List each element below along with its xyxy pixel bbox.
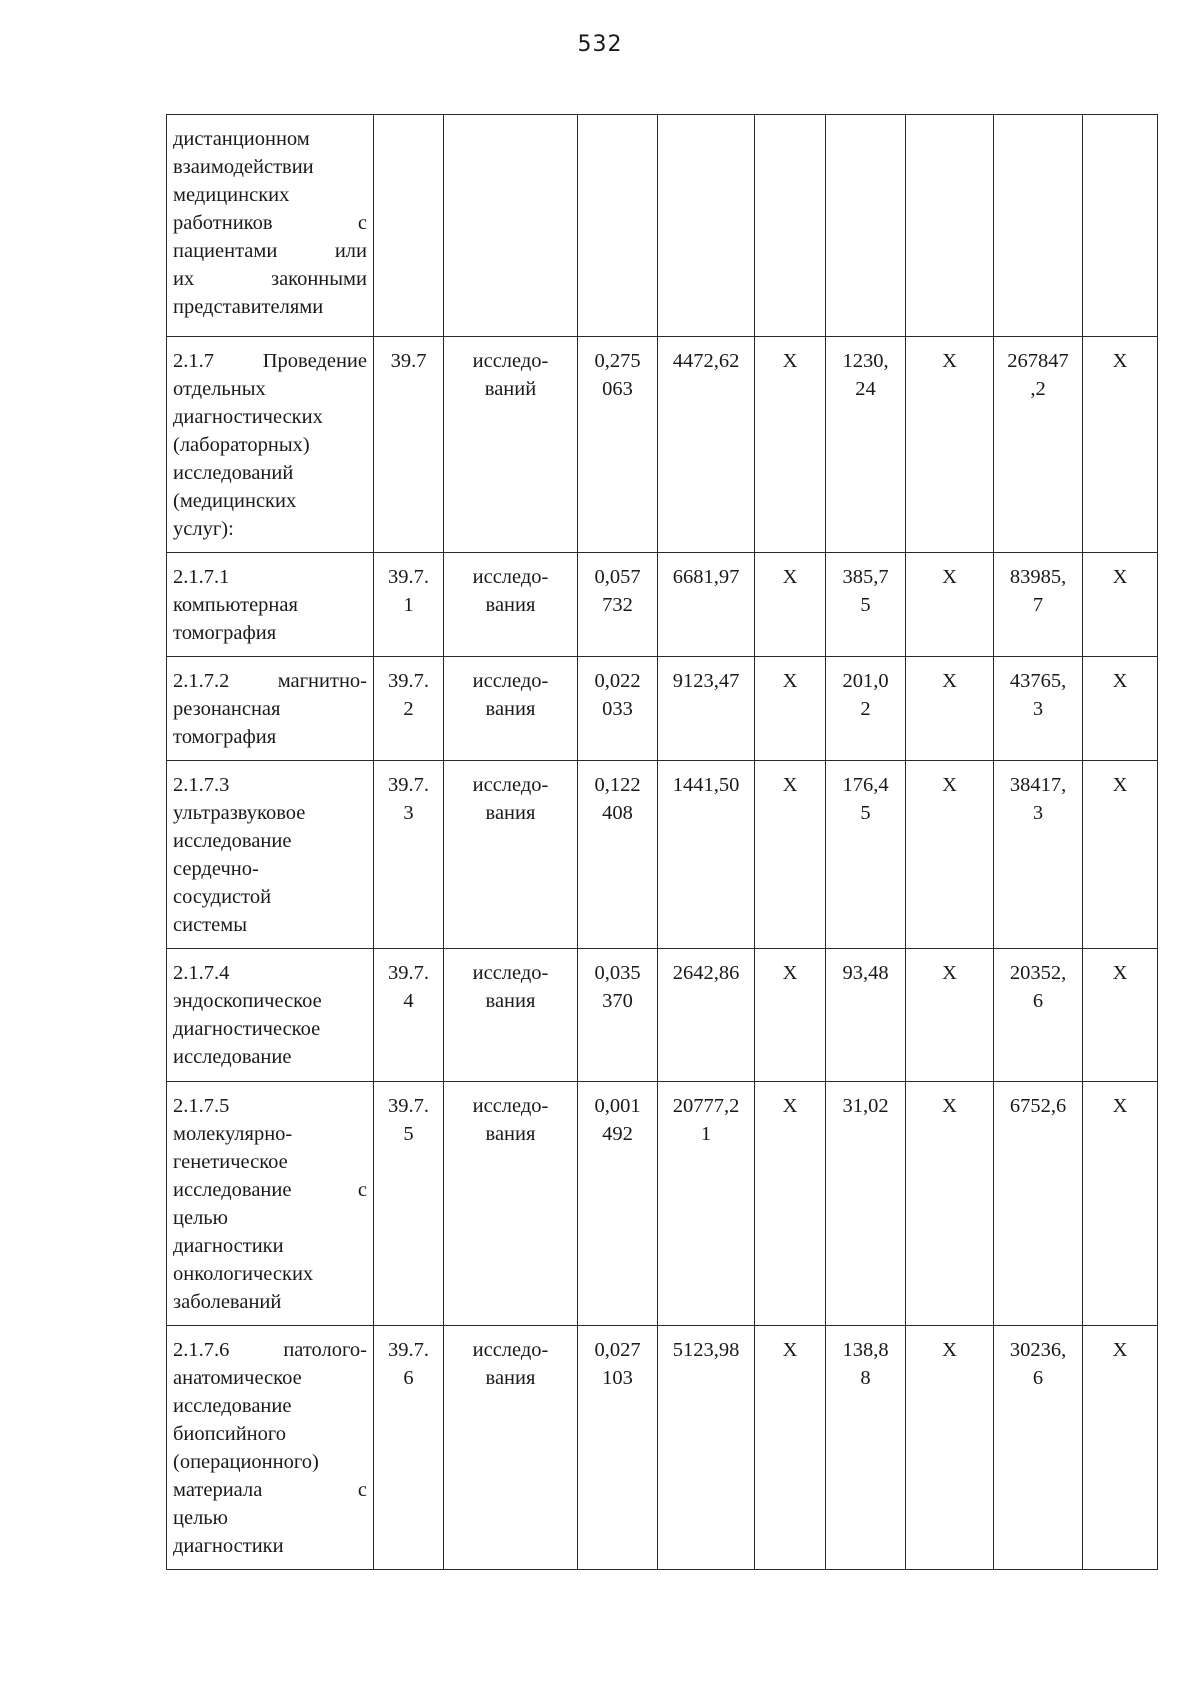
cell-text-line: 20777,2 (672, 1095, 740, 1117)
cell-text-line: вания (485, 1123, 536, 1145)
cost-norm-cell (658, 761, 755, 949)
row-number: 2.1.7.6 (173, 1339, 230, 1361)
cell-text-line: 6 (403, 1367, 414, 1389)
budget-total-cell (906, 657, 994, 761)
budget-total-cell (906, 761, 994, 949)
cost-norm-cell (658, 115, 755, 337)
oms-per-capita-cell (826, 761, 906, 949)
cell-text-line: 20352, (1009, 962, 1067, 984)
budget-per-capita-cell (755, 1326, 826, 1570)
cell-text-line: диагностических (173, 406, 323, 428)
cell-text-line: молекулярно- (173, 1123, 293, 1145)
unit-cell (444, 337, 578, 553)
cell-text-line: 9123,47 (672, 670, 740, 692)
cell-text-line (173, 265, 367, 293)
cell-text-line: Х (1112, 566, 1128, 588)
share-cell (1083, 337, 1158, 553)
cell-text-line: 6752,6 (1009, 1095, 1067, 1117)
row-number: 2.1.7 (173, 350, 214, 372)
cell-text-line: 39.7. (388, 774, 429, 796)
cell-text-line: Х (942, 566, 957, 588)
cost-norm-cell (658, 553, 755, 657)
budget-per-capita-cell (755, 949, 826, 1082)
cell-text-line: исследование (173, 830, 292, 852)
cell-text-line: (медицинских (173, 490, 297, 512)
budget-per-capita-cell (755, 1082, 826, 1326)
page-number: 532 (577, 32, 623, 57)
cell-text-line: 39.7. (388, 670, 429, 692)
cell-text-line: сердечно- (173, 858, 259, 880)
cell-text-line: исследо- (472, 350, 549, 372)
cell-text-line: системы (173, 914, 247, 936)
cell-text-word: патолого- (283, 1339, 367, 1361)
cell-text-line: компьютерная (173, 594, 298, 616)
row-code-cell (374, 337, 444, 553)
cell-text-line: медицинских (173, 184, 290, 206)
cell-text-line: вания (485, 802, 536, 824)
cell-text-line: томография (173, 622, 277, 644)
cell-text-line: Х (782, 1095, 798, 1117)
cell-text-line: 176,4 (842, 774, 889, 796)
cell-text-line: взаимодействии (173, 156, 314, 178)
oms-total-cell (994, 115, 1083, 337)
cell-text-line: исследований (173, 462, 294, 484)
oms-per-capita-cell (826, 1326, 906, 1570)
cell-text-line: 39.7 (390, 350, 427, 372)
volume-norm-cell (578, 553, 658, 657)
cell-text-line: исследование (173, 1046, 292, 1068)
oms-per-capita-cell (826, 115, 906, 337)
cell-text-word: материала (173, 1479, 263, 1501)
cell-text-line: биопсийного (173, 1423, 287, 1445)
table-row (167, 115, 1158, 337)
cell-text-line: 4 (403, 990, 414, 1012)
share-cell (1083, 949, 1158, 1082)
cell-text-line: 0,022 (594, 670, 641, 692)
cell-text-line: целью (173, 1507, 228, 1529)
cell-text-line: 5 (860, 802, 871, 824)
table-row (167, 1082, 1158, 1326)
share-cell (1083, 1326, 1158, 1570)
cell-text-line: 492 (602, 1123, 633, 1145)
table-row (167, 949, 1158, 1082)
cell-text-line: Х (782, 774, 798, 796)
cell-text-line: исследо- (472, 1339, 549, 1361)
table-body (167, 115, 1158, 1570)
cell-text-line: 408 (602, 802, 633, 824)
budget-total-cell (906, 337, 994, 553)
cell-text-line: 2642,86 (672, 962, 740, 984)
service-name-cell (167, 553, 374, 657)
cell-text-line: Х (1112, 350, 1128, 372)
cell-text-line: дистанционном (173, 128, 310, 150)
cell-text-line: 39.7. (388, 1095, 429, 1117)
cell-text-line (173, 667, 367, 695)
cell-text-line: Х (782, 670, 798, 692)
share-cell (1083, 761, 1158, 949)
cell-text-line: 1 (700, 1123, 712, 1145)
cell-text-line: Х (942, 670, 957, 692)
cell-text-line: томография (173, 726, 277, 748)
cell-text-line: 31,02 (842, 1095, 889, 1117)
budget-per-capita-cell (755, 115, 826, 337)
table-row (167, 1326, 1158, 1570)
cell-text-line: Х (942, 350, 957, 372)
cell-text-line: Х (942, 962, 957, 984)
cell-text-line: 2 (860, 698, 871, 720)
cell-text-line: 83985, (1009, 566, 1067, 588)
cell-text-line: сосудистой (173, 886, 272, 908)
cell-text-line: Х (782, 350, 798, 372)
cell-text-line: онкологических (173, 1263, 314, 1285)
cell-text-word: магнитно- (277, 670, 367, 692)
table-row (167, 657, 1158, 761)
unit-cell (444, 1082, 578, 1326)
service-name-cell (167, 949, 374, 1082)
oms-total-cell (994, 657, 1083, 761)
cell-text-line: 5 (860, 594, 871, 616)
volume-norm-cell (578, 337, 658, 553)
unit-cell (444, 657, 578, 761)
oms-total-cell (994, 1082, 1083, 1326)
service-name-cell (167, 657, 374, 761)
oms-total-cell (994, 761, 1083, 949)
cell-text-line: 38417, (1009, 774, 1067, 796)
service-name-cell (167, 761, 374, 949)
cell-text-line: исследо- (472, 774, 549, 796)
unit-cell (444, 115, 578, 337)
cell-text-word: с (357, 212, 367, 234)
cell-text-line: исследо- (472, 1095, 549, 1117)
oms-total-cell (994, 1326, 1083, 1570)
budget-per-capita-cell (755, 761, 826, 949)
budget-total-cell (906, 1326, 994, 1570)
cell-text-line: 6 (1032, 1367, 1044, 1389)
oms-per-capita-cell (826, 553, 906, 657)
volume-norm-cell (578, 761, 658, 949)
cell-text-line: 43765, (1009, 670, 1067, 692)
oms-total-cell (994, 337, 1083, 553)
table-row (167, 553, 1158, 657)
cell-text-line: 0,275 (594, 350, 641, 372)
cell-text-line: Х (782, 566, 798, 588)
oms-per-capita-cell (826, 949, 906, 1082)
cell-text-line: целью (173, 1207, 228, 1229)
row-code-cell (374, 1326, 444, 1570)
cell-text-line: 8 (860, 1367, 871, 1389)
cell-text-line: ,2 (1030, 378, 1046, 400)
cell-text-line: 7 (1032, 594, 1044, 616)
cell-text-line: 93,48 (842, 962, 889, 984)
share-cell (1083, 115, 1158, 337)
cost-norm-cell (658, 1326, 755, 1570)
cell-text-line: 1230, (842, 350, 889, 372)
table-row (167, 761, 1158, 949)
cell-text-line: 3 (1032, 802, 1044, 824)
cell-text-line: Х (1112, 1095, 1128, 1117)
share-cell (1083, 553, 1158, 657)
cell-text-line (173, 1176, 367, 1204)
cell-text-line (173, 1336, 367, 1364)
cell-text-line: (операционного) (173, 1451, 319, 1473)
oms-total-cell (994, 949, 1083, 1082)
cell-text-line: Х (942, 1339, 957, 1361)
cell-text-line: отдельных (173, 378, 266, 400)
cell-text-line: вания (485, 698, 536, 720)
budget-total-cell (906, 949, 994, 1082)
cell-text-line: 39.7. (388, 1339, 429, 1361)
cost-norm-cell (658, 337, 755, 553)
cell-text-line: 6681,97 (672, 566, 740, 588)
volume-norm-cell (578, 115, 658, 337)
volume-norm-cell (578, 1082, 658, 1326)
cell-text-line: Х (1112, 774, 1128, 796)
cell-text-word: с (357, 1179, 367, 1201)
cell-text-line: услуг): (173, 518, 234, 540)
cell-text-line: 2 (403, 698, 414, 720)
budget-total-cell (906, 553, 994, 657)
cell-text-line: 4472,62 (672, 350, 740, 372)
service-name-cell (167, 1082, 374, 1326)
cell-text-word: пациентами (173, 240, 278, 262)
cell-text-line: диагностики (173, 1235, 284, 1257)
oms-per-capita-cell (826, 337, 906, 553)
cell-text-line: 1441,50 (672, 774, 740, 796)
row-code-cell (374, 115, 444, 337)
cell-text-line: ваний (484, 378, 537, 400)
cell-text-line: 0,035 (594, 962, 641, 984)
oms-per-capita-cell (826, 657, 906, 761)
cost-norm-cell (658, 949, 755, 1082)
cell-text-line: 0,122 (594, 774, 641, 796)
cell-text-line: 267847 (1007, 350, 1069, 372)
share-cell (1083, 657, 1158, 761)
data-table (166, 114, 1158, 1570)
cell-text-line: вания (485, 1367, 536, 1389)
cell-text-line (173, 237, 367, 265)
row-code-cell (374, 1082, 444, 1326)
cell-text-line: Х (782, 1339, 798, 1361)
cell-text-line: 2.1.7.5 (173, 1095, 230, 1117)
cell-text-word: Проведение (262, 350, 367, 372)
cell-text-line: заболеваний (173, 1291, 282, 1313)
cell-text-line: диагностическое (173, 1018, 321, 1040)
cell-text-line: 0,001 (594, 1095, 641, 1117)
unit-cell (444, 1326, 578, 1570)
volume-norm-cell (578, 657, 658, 761)
cell-text-line: вания (485, 594, 536, 616)
cell-text-line: 732 (602, 594, 633, 616)
cell-text-line: анатомическое (173, 1367, 302, 1389)
budget-per-capita-cell (755, 553, 826, 657)
cell-text-line: ультразвуковое (173, 802, 306, 824)
budget-total-cell (906, 115, 994, 337)
budget-per-capita-cell (755, 657, 826, 761)
cell-text-line: 063 (602, 378, 633, 400)
cell-text-line: (лабораторных) (173, 434, 310, 456)
cell-text-line: диагностики (173, 1535, 284, 1557)
cell-text-line: представителями (173, 296, 324, 318)
cell-text-line: 39.7. (388, 962, 429, 984)
volume-norm-cell (578, 949, 658, 1082)
oms-total-cell (994, 553, 1083, 657)
cell-text-line: исследование (173, 1395, 292, 1417)
cell-text-word: с (357, 1479, 367, 1501)
unit-cell (444, 949, 578, 1082)
cell-text-line: 39.7. (388, 566, 429, 588)
cell-text-word: исследование (173, 1179, 292, 1201)
cell-text-line: Х (942, 774, 957, 796)
table-row (167, 337, 1158, 553)
cell-text-line: 201,0 (842, 670, 889, 692)
row-code-cell (374, 761, 444, 949)
cell-text-line (173, 209, 367, 237)
cell-text-line: Х (942, 1095, 957, 1117)
cell-text-line (173, 1476, 367, 1504)
cell-text-line: 138,8 (842, 1339, 889, 1361)
cell-text-line: 3 (1032, 698, 1044, 720)
cell-text-line: исследо- (472, 566, 549, 588)
cell-text-line: Х (1112, 962, 1128, 984)
service-name-cell (167, 1326, 374, 1570)
service-name-cell (167, 115, 374, 337)
budget-total-cell (906, 1082, 994, 1326)
cell-text-line: вания (485, 990, 536, 1012)
cell-text-word: или (334, 240, 367, 262)
cell-text-line: 0,057 (594, 566, 641, 588)
cell-text-line: эндоскопическое (173, 990, 322, 1012)
volume-norm-cell (578, 1326, 658, 1570)
unit-cell (444, 553, 578, 657)
cell-text-line: 2.1.7.4 (173, 962, 230, 984)
share-cell (1083, 1082, 1158, 1326)
cell-text-line: 0,027 (594, 1339, 641, 1361)
row-code-cell (374, 657, 444, 761)
cell-text-word: работников (173, 212, 273, 234)
cost-norm-cell (658, 657, 755, 761)
cell-text-word: их (173, 268, 195, 290)
cell-text-line: 5123,98 (672, 1339, 740, 1361)
cell-text-line: генетическое (173, 1151, 288, 1173)
cell-text-line: исследо- (472, 670, 549, 692)
unit-cell (444, 761, 578, 949)
cell-text-line: 1 (403, 594, 414, 616)
row-code-cell (374, 553, 444, 657)
cell-text-line: 2.1.7.3 (173, 774, 230, 796)
cell-text-word: законными (270, 268, 367, 290)
cost-norm-cell (658, 1082, 755, 1326)
cell-text-line: 370 (602, 990, 633, 1012)
cell-text-line: 5 (403, 1123, 414, 1145)
cell-text-line: 103 (602, 1367, 633, 1389)
cell-text-line: Х (1112, 670, 1128, 692)
row-number: 2.1.7.2 (173, 670, 230, 692)
cell-text-line: резонансная (173, 698, 281, 720)
cell-text-line: исследо- (472, 962, 549, 984)
oms-per-capita-cell (826, 1082, 906, 1326)
cell-text-line (173, 347, 367, 375)
cell-text-line: 24 (855, 378, 876, 400)
cell-text-line: 30236, (1009, 1339, 1067, 1361)
budget-per-capita-cell (755, 337, 826, 553)
cell-text-line: 385,7 (842, 566, 889, 588)
row-code-cell (374, 949, 444, 1082)
cell-text-line: Х (1112, 1339, 1128, 1361)
cell-text-line: 6 (1032, 990, 1044, 1012)
cell-text-line: 033 (602, 698, 633, 720)
cell-text-line: 3 (403, 802, 414, 824)
service-name-cell (167, 337, 374, 553)
cell-text-line: 2.1.7.1 (173, 566, 230, 588)
cell-text-line: Х (782, 962, 798, 984)
